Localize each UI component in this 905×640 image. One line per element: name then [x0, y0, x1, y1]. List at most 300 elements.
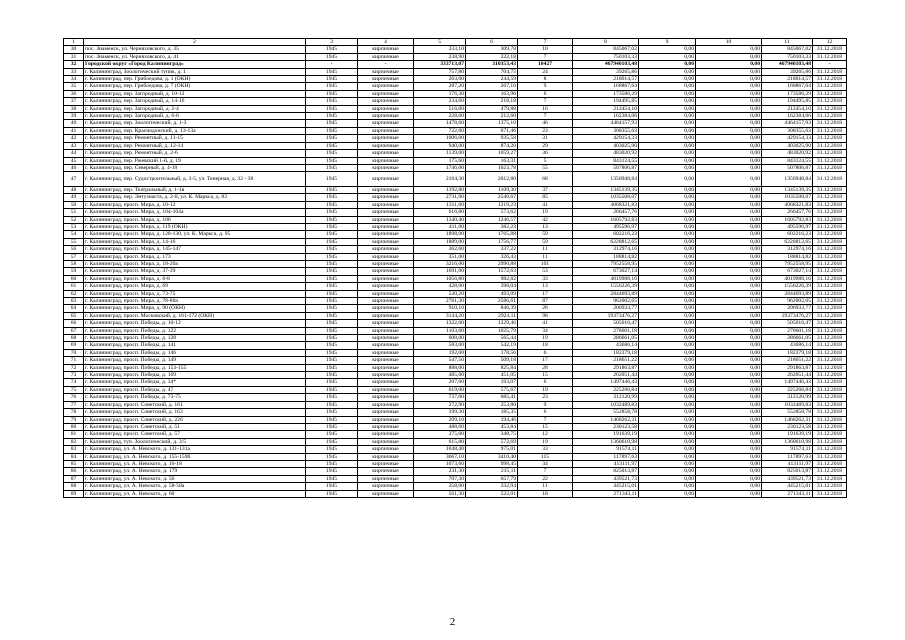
table-cell: 507806,87 — [762, 164, 813, 171]
table-cell: 843124,55 — [762, 157, 813, 164]
table-cell: 1322,00 — [414, 320, 466, 327]
table-cell: г. Калининград, просп. Мира, д. 90 (ОКН) — [84, 305, 306, 312]
table-cell: 7 — [518, 98, 573, 105]
table-cell: 31.12.2018 — [813, 275, 847, 282]
table-cell: 0,00 — [639, 231, 696, 238]
table-cell: 0,00 — [639, 105, 696, 112]
table-cell: 0,00 — [639, 216, 696, 223]
table-cell: 0,00 — [639, 253, 696, 260]
table-cell: 287,20 — [414, 83, 466, 90]
table-cell: 1073,60 — [414, 460, 466, 467]
table-row — [64, 238, 847, 245]
table-cell: 1032489,83 — [573, 401, 639, 408]
table-cell: 6 — [518, 379, 573, 386]
table-cell: 39265,86 — [573, 68, 639, 75]
table-cell: 1945 — [306, 231, 358, 238]
table-cell: 483020,92 — [762, 150, 813, 157]
table-cell: 28 — [518, 305, 573, 312]
table-cell: 1229,46 — [466, 320, 518, 327]
table-cell: 55 — [518, 164, 573, 171]
table-cell: 17 — [518, 357, 573, 364]
table-cell: 1605792,83 — [573, 216, 639, 223]
table-cell: 2012,80 — [466, 172, 518, 187]
table-cell: 22 — [518, 475, 573, 482]
table-cell: 80 — [64, 423, 84, 430]
table-cell: 31.12.2018 — [813, 142, 847, 149]
table-cell: 685,41 — [466, 394, 518, 401]
table-cell: 9 — [518, 83, 573, 90]
table-cell: 68 — [64, 335, 84, 342]
table-cell: 0,00 — [696, 423, 762, 430]
table-cell: 1945 — [306, 46, 358, 53]
table-cell: кирпичные — [358, 120, 414, 127]
table-cell: 11 — [518, 253, 573, 260]
table-cell: кирпичные — [358, 275, 414, 282]
table-cell: 162384,06 — [762, 113, 813, 120]
table-cell: г. Калининград, просп. Победы, д. 34* — [84, 379, 306, 386]
table-cell: 0,00 — [639, 357, 696, 364]
column-number-header: 7 — [518, 39, 573, 46]
table-cell: 84 — [64, 453, 84, 460]
table-cell: 31.12.2018 — [813, 113, 847, 120]
table-cell: 87 — [64, 475, 84, 482]
table-cell: 272,90 — [414, 401, 466, 408]
table-cell: 182379,18 — [573, 349, 639, 356]
table-cell: 228,60 — [414, 113, 466, 120]
table-cell: 31.12.2018 — [813, 446, 847, 453]
table-cell: 50 — [64, 201, 84, 208]
table-cell: 0,00 — [696, 483, 762, 490]
table-cell: 66 — [64, 320, 84, 327]
table-cell: 53 — [518, 268, 573, 275]
table-cell: 2844693,89 — [573, 290, 639, 297]
table-cell: 5 — [518, 157, 573, 164]
table-cell: 230123,58 — [762, 423, 813, 430]
table-cell: кирпичные — [358, 386, 414, 393]
table-cell: 0,00 — [696, 305, 762, 312]
table-cell: 0,00 — [696, 283, 762, 290]
table-cell: г. Калининград, просп. Мира, д. 128-130, ул. К. Маркса, д. 95 — [84, 231, 306, 238]
table-cell: 15 — [518, 423, 573, 430]
table-row — [64, 260, 847, 267]
table-cell: 7 — [518, 113, 573, 120]
table-cell: 41 — [518, 320, 573, 327]
table-cell: 39 — [64, 113, 84, 120]
table-cell: 0,00 — [639, 327, 696, 334]
table-cell: 309,78 — [466, 46, 518, 53]
table-cell: 12 — [518, 431, 573, 438]
table-cell: 49 — [64, 194, 84, 201]
table-cell: 0,00 — [639, 83, 696, 90]
table-cell: 0,00 — [639, 320, 696, 327]
table-cell: 1945 — [306, 216, 358, 223]
table-row — [64, 283, 847, 290]
table-cell: 43686,14 — [573, 342, 639, 349]
table-cell: 312120,99 — [762, 394, 813, 401]
table-cell: 1032489,83 — [762, 401, 813, 408]
table-cell: 64 — [64, 305, 84, 312]
table-cell: кирпичные — [358, 460, 414, 467]
table-cell: 1340,40 — [414, 216, 466, 223]
table-cell: 188814,82 — [762, 253, 813, 260]
table-cell: 429154,33 — [573, 135, 639, 142]
table-cell: 0,00 — [696, 490, 762, 497]
table-cell: 31.12.2018 — [813, 401, 847, 408]
table-cell: 0,00 — [639, 335, 696, 342]
table-row — [64, 460, 847, 467]
table-cell: 0,00 — [696, 209, 762, 216]
table-cell: кирпичные — [358, 76, 414, 83]
table-cell: 0,00 — [639, 416, 696, 423]
table-cell: 266457,76 — [573, 209, 639, 216]
table-cell: г. Калининград, пер. Загородный, д. 2-4 — [84, 105, 306, 112]
table-cell: кирпичные — [358, 223, 414, 230]
table-cell: кирпичные — [358, 231, 414, 238]
table-cell: 0,00 — [696, 238, 762, 245]
table-cell: 83 — [64, 446, 84, 453]
table-cell: 206933,77 — [573, 305, 639, 312]
table-cell: 218651,22 — [762, 357, 813, 364]
table-cell: 9 — [518, 401, 573, 408]
table-cell: 940,00 — [414, 142, 466, 149]
table-cell: 312974,16 — [762, 246, 813, 253]
table-cell: 332,94 — [466, 483, 518, 490]
table-cell: 7 — [518, 53, 573, 60]
table-cell: 575,67 — [466, 386, 518, 393]
table-cell: 1556226,39 — [573, 283, 639, 290]
table-cell: кирпичные — [358, 113, 414, 120]
table-cell: 2781,30 — [414, 298, 466, 305]
table-row — [64, 150, 847, 157]
table-cell: 78 — [64, 409, 84, 416]
table-cell: 194495,85 — [573, 98, 639, 105]
table-cell: 31.12.2018 — [813, 194, 847, 201]
table-cell: 34 — [518, 327, 573, 334]
table-cell: 60 — [64, 275, 84, 282]
table-row — [64, 113, 847, 120]
table-cell: - — [813, 61, 847, 68]
table-cell: кирпичные — [358, 105, 414, 112]
table-cell: 910,10 — [414, 305, 466, 312]
table-cell: 0,00 — [696, 468, 762, 475]
table-cell: 488,00 — [414, 423, 466, 430]
table-cell: 85 — [518, 194, 573, 201]
table-cell: 117897,63 — [573, 453, 639, 460]
table-cell: 382,23 — [466, 223, 518, 230]
table-cell: 225266,84 — [573, 386, 639, 393]
table-cell: 608,00 — [414, 335, 466, 342]
table-cell: 71 — [64, 357, 84, 364]
table-row — [64, 394, 847, 401]
table-cell: 230123,58 — [573, 423, 639, 430]
table-cell: г. Калининград, пер. Грибоедова, д. 1 (ОКН) — [84, 76, 306, 83]
table-cell: 43686,14 — [762, 342, 813, 349]
table-cell: 76 — [64, 394, 84, 401]
table-cell: 573,62 — [466, 209, 518, 216]
table-cell: 0,00 — [696, 372, 762, 379]
table-cell: 1025,79 — [466, 327, 518, 334]
table-cell: 1945 — [306, 53, 358, 60]
table-cell: 888,00 — [414, 364, 466, 371]
table-cell: 0,00 — [639, 142, 696, 149]
table-cell: 31.12.2018 — [813, 260, 847, 267]
table-cell: 6 — [518, 409, 573, 416]
table-cell: 1945 — [306, 186, 358, 193]
table-cell: 375,00 — [414, 431, 466, 438]
table-cell: 615,80 — [414, 438, 466, 445]
table-cell: 0,00 — [696, 150, 762, 157]
table-cell: 0,00 — [639, 186, 696, 193]
table-cell: 0,00 — [639, 446, 696, 453]
table-cell: 411,00 — [414, 223, 466, 230]
table-cell: кирпичные — [358, 475, 414, 482]
table-cell: 1945 — [306, 335, 358, 342]
table-cell: 1497446,43 — [762, 379, 813, 386]
table-row — [64, 61, 847, 68]
table-cell: 0,00 — [639, 157, 696, 164]
table-row — [64, 98, 847, 105]
table-cell: 31.12.2018 — [813, 320, 847, 327]
table-cell: 1945 — [306, 157, 358, 164]
table-cell: 91574,11 — [762, 446, 813, 453]
table-cell: 46 — [518, 120, 573, 127]
table-cell: 31.12.2018 — [813, 164, 847, 171]
table-cell: кирпичные — [358, 327, 414, 334]
table-cell: г. Калининград, просп. Мира, д. 69 — [84, 283, 306, 290]
table-cell: кирпичные — [358, 372, 414, 379]
table-cell: г. Калининград, пер. Ремонтный, д. 2-6 — [84, 150, 306, 157]
table-cell: кирпичные — [358, 416, 414, 423]
table-cell: 1898,00 — [414, 231, 466, 238]
table-row — [64, 53, 847, 60]
table-cell: г. Калининград, ул. А. Невского, д. 131-131а — [84, 446, 306, 453]
table-cell: г. Калининград, просп. Советский, д. 163 — [84, 409, 306, 416]
table-cell: 507806,87 — [573, 164, 639, 171]
table-cell: кирпичные — [358, 453, 414, 460]
table-cell: 36 — [64, 90, 84, 97]
table-cell: 225266,84 — [762, 386, 813, 393]
table-cell: 8 — [518, 76, 573, 83]
table-cell: 31 — [64, 53, 84, 60]
table-cell: 28 — [518, 364, 573, 371]
table-cell: 348,75 — [466, 431, 518, 438]
table-cell: 31.12.2018 — [813, 290, 847, 297]
table-cell: 238,90 — [414, 53, 466, 60]
table-cell: 843124,55 — [573, 157, 639, 164]
table-cell: 1945 — [306, 468, 358, 475]
table-cell: кирпичные — [358, 83, 414, 90]
table-cell: 0,00 — [696, 201, 762, 208]
table-cell: 673027,14 — [762, 268, 813, 275]
table-cell: 4464157,93 — [762, 120, 813, 127]
table-cell: 34 — [518, 460, 573, 467]
table-cell: кирпичные — [358, 349, 414, 356]
table-cell: кирпичные — [358, 312, 414, 319]
table-cell: 31.12.2018 — [813, 423, 847, 430]
table-cell: 68 — [518, 172, 573, 187]
table-cell: 1945 — [306, 135, 358, 142]
table-cell: г. Калининград, пер. Загородный, д. 14-16 — [84, 98, 306, 105]
table-cell: 0,00 — [639, 342, 696, 349]
table-cell: 7952558,95 — [573, 260, 639, 267]
table-cell: кирпичные — [358, 268, 414, 275]
table-cell: 1691,00 — [414, 268, 466, 275]
table-cell: 4068321,83 — [762, 201, 813, 208]
table-cell: 0,00 — [639, 150, 696, 157]
table-cell: 1059,27 — [466, 150, 518, 157]
table-cell: 72 — [64, 364, 84, 371]
table-cell: 101 — [518, 260, 573, 267]
table-cell: 707,30 — [414, 475, 466, 482]
table-cell: кирпичные — [358, 446, 414, 453]
table-cell: 552858,78 — [573, 409, 639, 416]
table-row — [64, 312, 847, 319]
table-cell: 1945 — [306, 401, 358, 408]
table-cell: кирпичные — [358, 98, 414, 105]
column-number-header: 2 — [84, 39, 306, 46]
table-cell: 0,00 — [696, 416, 762, 423]
table-cell: 1035508,07 — [762, 194, 813, 201]
table-cell: 31.12.2018 — [813, 46, 847, 53]
table-cell: 178,56 — [466, 349, 518, 356]
table-cell: 271343,11 — [762, 490, 813, 497]
table-row — [64, 364, 847, 371]
table-cell: 2731,90 — [414, 194, 466, 201]
table-cell: 1311,00 — [414, 201, 466, 208]
table-cell: 602216,23 — [762, 231, 813, 238]
table-cell: 48 — [64, 186, 84, 193]
table-cell: кирпичные — [358, 298, 414, 305]
table-cell: 1945 — [306, 260, 358, 267]
table-cell: 31.12.2018 — [813, 127, 847, 134]
table-cell: г. Калининград, просп. Победы, д. 122 — [84, 327, 306, 334]
table-cell: - — [358, 61, 414, 68]
table-cell: 11 — [518, 246, 573, 253]
table-cell: кирпичные — [358, 379, 414, 386]
table-cell: 362,60 — [414, 246, 466, 253]
table-cell: 825013,87 — [762, 468, 813, 475]
table-cell: 358,00 — [414, 483, 466, 490]
table-cell: 31.12.2018 — [813, 475, 847, 482]
table-cell: 1945 — [306, 142, 358, 149]
table-cell: 53 — [64, 223, 84, 230]
table-cell: г. Калининград, пер. Северный, д. 4-10 — [84, 164, 306, 171]
table-cell: 1945 — [306, 349, 358, 356]
table-cell: 31.12.2018 — [813, 438, 847, 445]
table-cell: 0,00 — [639, 438, 696, 445]
table-row — [64, 401, 847, 408]
table-cell: кирпичные — [358, 216, 414, 223]
table-cell: г. Калининград, ул. А. Невского, д. 155-159б — [84, 453, 306, 460]
table-cell: 31.12.2018 — [813, 186, 847, 193]
table-cell: 0,00 — [696, 312, 762, 319]
table-cell: 0,00 — [639, 453, 696, 460]
table-cell: г. Калининград, пер. Ржевский 1-й, д. 19 — [84, 157, 306, 164]
table-cell: 572,69 — [466, 438, 518, 445]
table-cell: 495596,97 — [573, 223, 639, 230]
table-cell: 0,00 — [696, 53, 762, 60]
table-cell: 38 — [64, 105, 84, 112]
table-cell: 82 — [64, 438, 84, 445]
table-cell: 31.12.2018 — [813, 68, 847, 75]
housing-register-table — [63, 38, 847, 498]
table-cell: 1945 — [306, 305, 358, 312]
table-cell: 0,00 — [696, 231, 762, 238]
table-cell: 86 — [64, 468, 84, 475]
table-cell: 31.12.2018 — [813, 342, 847, 349]
table-cell: г. Калининград, просп. Мира, д. 145-147 — [84, 246, 306, 253]
table-cell: 0,00 — [639, 490, 696, 497]
table-cell: 168867,64 — [573, 83, 639, 90]
table-cell: 194495,85 — [762, 98, 813, 105]
table-cell: 89 — [64, 490, 84, 497]
table-cell: 874,20 — [466, 142, 518, 149]
table-cell: 722,00 — [414, 127, 466, 134]
table-cell: 31.12.2018 — [813, 379, 847, 386]
table-cell: 998,45 — [466, 460, 518, 467]
table-cell: 1360610,98 — [762, 438, 813, 445]
table-cell: 552858,78 — [762, 409, 813, 416]
table-cell: 2540,67 — [466, 194, 518, 201]
table-cell: 212,60 — [466, 113, 518, 120]
table-row — [64, 349, 847, 356]
table-cell: г. Калининград, ул. А. Невского, д. 56 — [84, 475, 306, 482]
table-cell: 0,00 — [639, 135, 696, 142]
table-cell: 0,00 — [639, 113, 696, 120]
table-cell: кирпичные — [358, 305, 414, 312]
table-cell: 59 — [64, 268, 84, 275]
table-cell: 0,00 — [639, 409, 696, 416]
table-cell: 1945 — [306, 83, 358, 90]
table-cell: 1945 — [306, 364, 358, 371]
table-row — [64, 201, 847, 208]
table-body — [64, 46, 847, 498]
table-cell: кирпичные — [358, 157, 414, 164]
table-cell: кирпичные — [358, 238, 414, 245]
table-cell: 88 — [64, 483, 84, 490]
table-cell: 17 — [518, 290, 573, 297]
table-cell: 1945 — [306, 431, 358, 438]
table-cell: кирпичные — [358, 253, 414, 260]
table-cell: 0,00 — [696, 453, 762, 460]
table-cell: кирпичные — [358, 483, 414, 490]
table-cell: 31.12.2018 — [813, 53, 847, 60]
table-cell: г. Калининград, просп. Советский, д. 57 — [84, 431, 306, 438]
table-cell: 1375,10 — [466, 120, 518, 127]
table-cell: 0,00 — [696, 127, 762, 134]
table-cell: кирпичные — [358, 320, 414, 327]
table-cell: 530,20 — [414, 290, 466, 297]
table-cell: 0,00 — [696, 275, 762, 282]
table-row — [64, 423, 847, 430]
table-cell: г. Калининград, просп. Советский, д. 161 — [84, 401, 306, 408]
table-cell: кирпичные — [358, 364, 414, 371]
table-cell: г. Калининград, просп. Мира, д. 10-12 — [84, 201, 306, 208]
table-cell: пос. Знаменск, ул. Черняховского, д. 35 — [84, 46, 306, 53]
table-row — [64, 268, 847, 275]
column-number-header: 8 — [573, 39, 639, 46]
table-cell: 79 — [64, 416, 84, 423]
table-cell: 44 — [64, 150, 84, 157]
table-cell: 1945 — [306, 379, 358, 386]
table-cell: кирпичные — [358, 409, 414, 416]
table-cell: 4019988,16 — [573, 275, 639, 282]
table-cell: 1765,88 — [466, 231, 518, 238]
register-table-container — [63, 38, 847, 498]
table-cell: 1945 — [306, 446, 358, 453]
table-cell: 19 — [518, 209, 573, 216]
table-cell: 0,00 — [639, 120, 696, 127]
